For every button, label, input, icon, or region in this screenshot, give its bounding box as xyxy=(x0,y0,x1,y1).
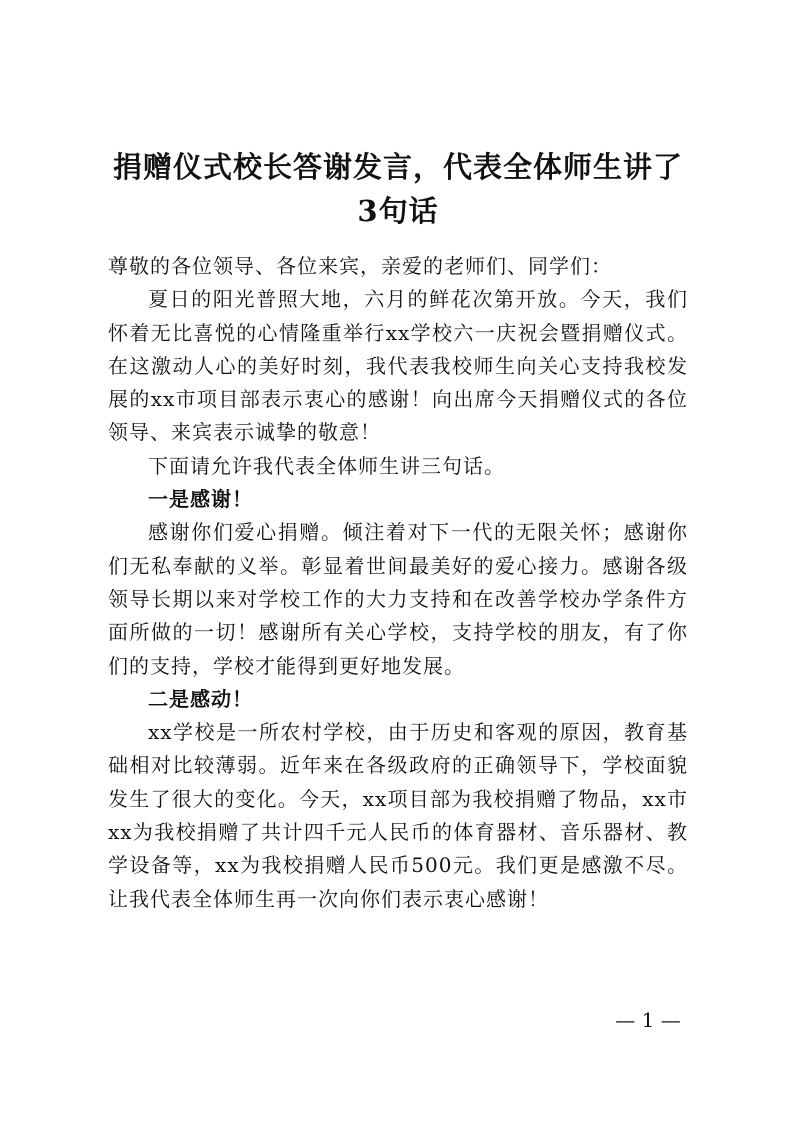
page-number: — 1 — xyxy=(615,1008,681,1032)
document-title: 捐赠仪式校长答谢发言，代表全体师生讲了3句话 xyxy=(112,150,683,228)
paragraph-intro: 下面请允许我代表全体师生讲三句话。 xyxy=(148,453,505,478)
paragraph-moved: xx学校是一所农村学校，由于历史和客观的原因，教育基础相对比较薄弱。近年来在各级政府的正确领导下，学校面貌发生了很大的变化。今天，xx项目部为我校捐赠了物品，xx市xx为我校捐赠了共计四千元人民币的体育器材、音乐器材、教学设备等，xx为我校捐赠人民币500元。我们更是感激不尽。让我代表全体师生再一次向你们表示衷心感谢！ xyxy=(108,720,688,911)
document-body xyxy=(108,250,688,916)
paragraph-thanks: 感谢你们爱心捐赠。倾注着对下一代的无限关怀；感谢你们无私奉献的义举。彰显着世间最美好的爱心接力。感谢各级领导长期以来对学校工作的大力支持和在改善学校办学条件方面所做的一切！感谢所有关心学校，支持学校的朋友，有了你们的支持，学校才能得到更好地发展。 xyxy=(108,520,688,678)
salutation: 尊敬的各位领导、各位来宾，亲爱的老师们、同学们： xyxy=(108,254,612,278)
section-heading-thanks: 一是感谢！ xyxy=(148,487,253,512)
section-heading-moved: 二是感动！ xyxy=(148,686,253,711)
paragraph-opening: 夏日的阳光普照大地，六月的鲜花次第开放。今天，我们怀着无比喜悦的心情隆重举行xx学校六一庆祝会暨捐赠仪式。在这激动人心的美好时刻，我代表我校师生向关心支持我校发展的xx市项目部表示衷心的感谢！向出席今天捐赠仪式的各位领导、来宾表示诚挚的敬意！ xyxy=(108,287,688,445)
